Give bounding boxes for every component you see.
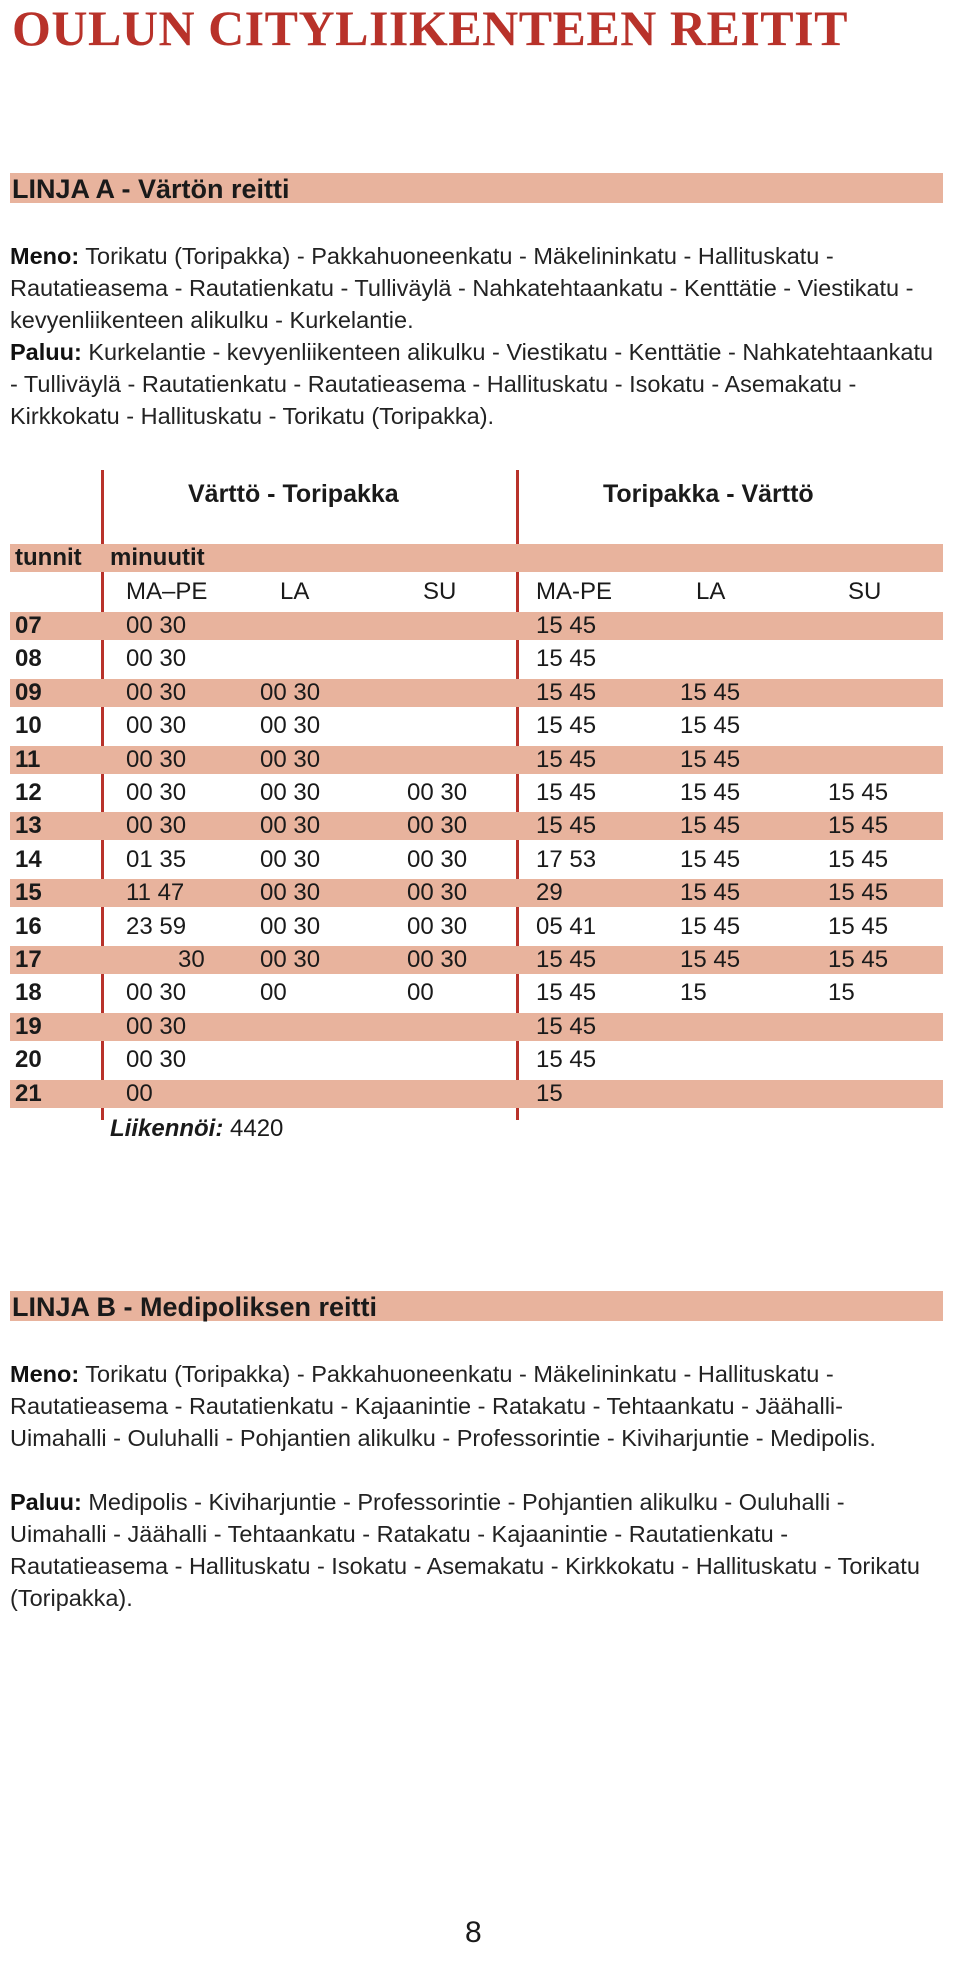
minute-cell: 00 30 <box>126 979 187 1007</box>
minute-cell: 00 30 <box>260 912 321 940</box>
day-header-0: MA–PE <box>126 578 208 605</box>
operator-line <box>110 1112 283 1145</box>
minute-cell: 15 45 <box>680 745 741 773</box>
line-b-meno <box>10 1358 945 1454</box>
line-b-heading: LINJA B - Medipoliksen reitti <box>12 1292 378 1322</box>
direction-header-outbound: Värttö - Toripakka <box>188 480 399 508</box>
minute-cell: 15 45 <box>680 912 741 940</box>
hour-cell: 08 <box>15 645 42 673</box>
minute-cell: 00 30 <box>126 779 187 806</box>
minute-cell: 00 30 <box>126 1046 187 1074</box>
minute-cell: 15 45 <box>828 946 889 973</box>
minute-cell: 17 53 <box>536 845 597 873</box>
minute-cell: 00 30 <box>407 779 468 806</box>
line-a-heading: LINJA A - Värtön reitti <box>12 174 290 204</box>
minute-cell: 15 45 <box>680 946 741 973</box>
minute-cell: 00 30 <box>260 779 321 806</box>
minute-cell: 15 45 <box>828 879 889 907</box>
minute-cell: 30 <box>178 946 205 973</box>
minute-cell: 15 45 <box>828 845 889 873</box>
minute-cell: 15 45 <box>536 1046 597 1074</box>
minute-cell: 00 30 <box>260 845 321 873</box>
line-b-paluu-text: Medipolis - Kiviharjuntie - Professorintie - Pohjantien alikulku - Ouluhalli - Uimahalli - Jäähalli - Tehtaankatu - Ratakatu - Kajaanintie - Rautatienkatu - Rautatieasema - Hallituskatu - Isokatu - Asemakatu - Kirkkokatu - Hallituskatu - Torikatu (Toripakka). <box>10 1489 920 1611</box>
line-a-paluu <box>10 336 945 432</box>
minute-cell: 00 30 <box>126 678 187 706</box>
line-b-paluu <box>10 1486 945 1614</box>
minute-cell: 15 45 <box>536 645 597 673</box>
hour-cell: 18 <box>15 979 42 1007</box>
minute-cell: 15 <box>536 1079 563 1107</box>
hour-cell: 11 <box>15 745 41 773</box>
minute-cell: 15 <box>828 979 855 1007</box>
minute-cell: 01 35 <box>126 845 187 873</box>
minute-cell: 15 45 <box>680 812 741 840</box>
minute-cell: 23 59 <box>126 912 187 940</box>
hour-cell: 19 <box>15 1012 42 1040</box>
row-band <box>10 946 943 974</box>
minute-cell: 15 45 <box>536 812 597 840</box>
hour-cell: 17 <box>15 946 42 973</box>
minute-cell: 00 30 <box>407 946 468 973</box>
hour-cell: 20 <box>15 1046 42 1074</box>
hour-cell: 16 <box>15 912 42 940</box>
minute-cell: 00 <box>407 979 434 1007</box>
line-a-paluu-text: Kurkelantie - kevyenliikenteen alikulku - Viestikatu - Kenttätie - Nahkatehtaankatu - Tulliväylä - Rautatienkatu - Rautatieasema - Hallituskatu - Isokatu - Asemakatu - Kirkkokatu - Hallituskatu - Torikatu (Toripakka). <box>10 339 934 429</box>
minute-cell: 00 30 <box>260 678 321 706</box>
minute-cell: 15 <box>680 979 707 1007</box>
operator-label: Liikennöi: <box>110 1115 224 1142</box>
minute-cell: 15 45 <box>828 812 889 840</box>
day-header-3: MA-PE <box>536 578 613 605</box>
hour-cell: 07 <box>15 612 42 639</box>
minute-cell: 15 45 <box>680 678 741 706</box>
minute-cell: 29 <box>536 879 563 907</box>
page-number: 8 <box>465 1916 482 1949</box>
minute-cell: 00 30 <box>126 1012 187 1040</box>
minute-cell: 05 41 <box>536 912 597 940</box>
minute-cell: 11 47 <box>126 879 185 907</box>
hour-cell: 14 <box>15 845 42 873</box>
minute-cell: 00 30 <box>260 712 321 740</box>
day-header-5: SU <box>848 578 882 605</box>
minute-cell: 15 45 <box>536 979 597 1007</box>
line-b-heading-band <box>10 1291 943 1321</box>
minute-cell: 00 30 <box>407 845 468 873</box>
minute-cell: 00 30 <box>260 879 321 907</box>
minute-cell: 00 30 <box>126 712 187 740</box>
minute-cell: 15 45 <box>680 845 741 873</box>
minute-cell: 15 45 <box>828 779 889 806</box>
line-a-paluu-label: Paluu: <box>10 339 82 365</box>
hour-cell: 12 <box>15 779 42 806</box>
minute-cell: 00 30 <box>260 745 321 773</box>
minute-cell: 15 45 <box>536 712 597 740</box>
line-a-meno-label: Meno: <box>10 243 80 269</box>
line-b-meno-text: Torikatu (Toripakka) - Pakkahuoneenkatu - Mäkelininkatu - Hallituskatu - Rautatieasema - Rautatienkatu - Kajaanintie - Ratakatu - Tehtaankatu - Jäähalli- Uimahalli - Ouluhalli - Pohjantien alikulku - Professorintie - Kiviharjuntie - Medipolis. <box>10 1361 876 1451</box>
minute-cell: 00 30 <box>126 812 187 840</box>
hour-cell: 13 <box>15 812 42 840</box>
hour-cell: 09 <box>15 678 42 706</box>
minute-cell: 15 45 <box>536 779 597 806</box>
minute-cell: 00 30 <box>407 879 468 907</box>
minute-cell: 15 45 <box>536 1012 597 1040</box>
minute-cell: 00 30 <box>407 812 468 840</box>
minute-cell: 15 45 <box>536 678 597 706</box>
day-header-1: LA <box>280 578 310 605</box>
line-a-meno <box>10 240 945 336</box>
day-header-2: SU <box>423 578 457 605</box>
line-b-meno-label: Meno: <box>10 1361 80 1387</box>
minute-cell: 15 45 <box>536 612 597 639</box>
minute-cell: 00 30 <box>126 745 187 773</box>
minute-cell: 00 <box>260 979 287 1007</box>
hour-cell: 10 <box>15 712 42 740</box>
operator-value: 4420 <box>223 1115 284 1142</box>
minute-cell: 15 45 <box>680 712 741 740</box>
page-title: OULUN CITYLIIKENTEEN REITIT <box>12 0 848 56</box>
line-b-paluu-label: Paluu: <box>10 1489 82 1515</box>
direction-header-return: Toripakka - Värttö <box>603 480 814 508</box>
minute-cell: 15 45 <box>536 946 597 973</box>
minute-cell: 00 30 <box>407 912 468 940</box>
minute-cell: 15 45 <box>680 879 741 907</box>
day-header-4: LA <box>696 578 726 605</box>
minute-cell: 00 <box>126 1079 153 1107</box>
minute-cell: 00 30 <box>126 645 187 673</box>
minute-cell: 15 45 <box>536 745 597 773</box>
minute-cell: 00 30 <box>126 612 187 639</box>
minute-cell: 15 45 <box>680 779 741 806</box>
hour-cell: 21 <box>15 1079 42 1107</box>
hour-cell: 15 <box>15 879 42 907</box>
minute-cell: 15 45 <box>828 912 889 940</box>
line-a-meno-text: Torikatu (Toripakka) - Pakkahuoneenkatu - Mäkelininkatu - Hallituskatu - Rautatieasema - Rautatienkatu - Tulliväylä - Nahkatehtaankatu - Kenttätie - Viestikatu - kevyenliikenteen alikulku - Kurkelantie. <box>10 243 914 333</box>
minute-cell: 00 30 <box>260 946 321 973</box>
minute-cell: 00 30 <box>260 812 321 840</box>
hours-label: tunnit <box>15 544 82 571</box>
line-a-heading-band <box>10 173 943 203</box>
minutes-label: minuutit <box>110 544 205 571</box>
